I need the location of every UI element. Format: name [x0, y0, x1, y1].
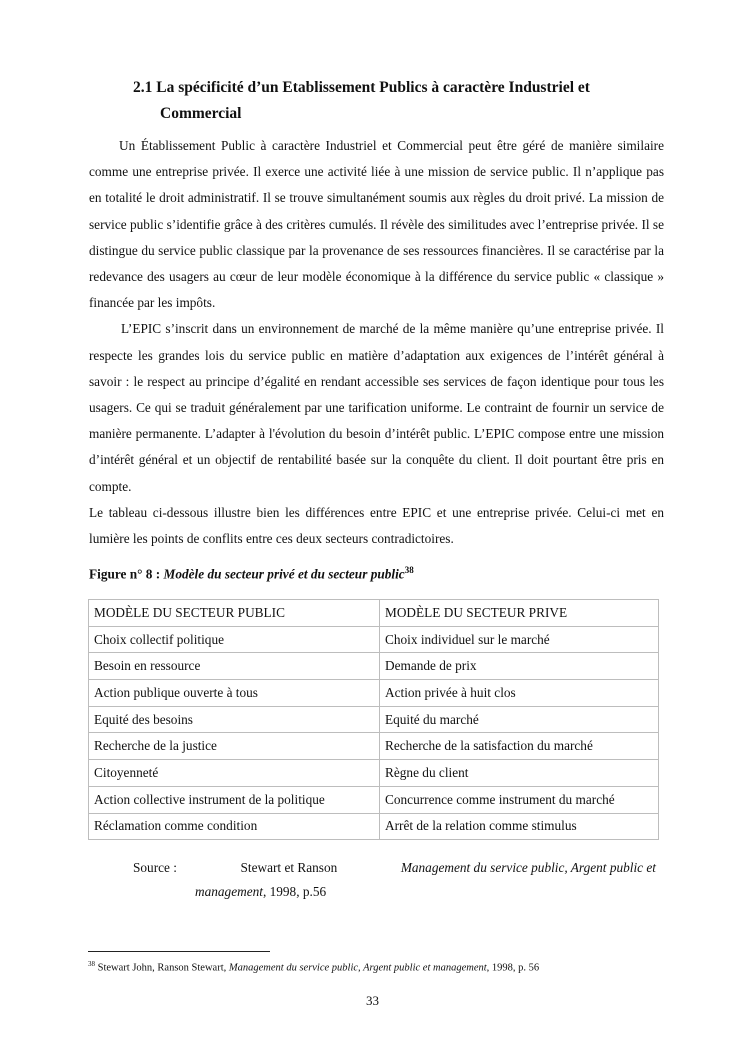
table-row [89, 760, 659, 787]
table-cell: Règne du client [380, 760, 659, 787]
footnote-number: 38 [88, 960, 95, 968]
table-cell: Equité du marché [380, 706, 659, 733]
source-authors: Stewart et Ranson [240, 860, 338, 875]
figure-caption [89, 565, 414, 582]
source-title-line2: management [195, 884, 263, 899]
figure-label: Figure n° 8 : [89, 566, 161, 582]
paragraph-1: Un Établissement Public à caractère Industriel et Commercial peut être géré de manière similaire comme une entreprise privée. Il exerce une activité liée à une mission de service public. Il n’applique pas en totalité le droit administratif. Il se trouve simultanément soumis aux règles du droit privé. La mission de service public s’identifie grâce à des critères cumulés. Il révèle des similitudes avec l’entreprise privée. Il se distingue du service public classique par la provenance de ses ressources financières. Il se caractérise par la redevance des usagers au cœur de leur modèle économique à la différence du service public « classique » financée par les impôts. [89, 138, 664, 311]
header-cell-public: MODÈLE DU SECTEUR PUBLIC [89, 600, 380, 627]
footnote-authors: Stewart John, Ranson Stewart, [97, 962, 227, 974]
table-cell: Equité des besoins [89, 706, 380, 733]
table-row [89, 813, 659, 840]
table-row [89, 706, 659, 733]
table-cell: Concurrence comme instrument du marché [380, 786, 659, 813]
table-cell: Action publique ouverte à tous [89, 680, 380, 707]
comparison-table [88, 599, 659, 840]
paragraph-2: L’EPIC s’inscrit dans un environnement de marché de la même manière qu’une entreprise privée. Il respecte les grandes lois du service public en matière d’adaptation aux exigences de l’intérêt général à savoir : le respect au principe d’égalité en rendant accessible ses services de façon identique pour tous les usagers. Ce qui se traduit généralement par une tarification uniforme. Le contraint de fournir un service de manière permanente. L’adapter à l'évolution du besoin d’intérêt public. L’EPIC compose entre une mission d’intérêt général et un objectif de rentabilité basée sur la conquête du client. Il doit pourtant être pris en compte. [89, 321, 664, 494]
table-row [89, 653, 659, 680]
table-cell: Action privée à huit clos [380, 680, 659, 707]
footnote-title: Management du service public, Argent public et management [228, 962, 487, 974]
table-cell: Arrêt de la relation comme stimulus [380, 813, 659, 840]
section-title-line1: La spécificité d’un Etablissement Publics à caractère Industriel et [156, 79, 590, 96]
page-number: 33 [366, 993, 379, 1008]
table-cell: Choix collectif politique [89, 626, 380, 653]
table-cell: Réclamation comme condition [89, 813, 380, 840]
figure-title: Modèle du secteur privé et du secteur public [163, 566, 405, 582]
source-citation [133, 856, 656, 904]
table-cell: Recherche de la satisfaction du marché [380, 733, 659, 760]
table-row [89, 680, 659, 707]
source-title-line1: Management du service public, Argent public et [400, 860, 656, 875]
table-cell: Citoyenneté [89, 760, 380, 787]
source-tail: , 1998, p.56 [262, 884, 327, 899]
table-cell: Choix individuel sur le marché [380, 626, 659, 653]
section-title-line2: Commercial [160, 105, 242, 122]
section-heading [133, 75, 673, 127]
table-row [89, 733, 659, 760]
footnote [88, 960, 539, 974]
table-header-row [89, 600, 659, 627]
source-label: Source : [133, 860, 177, 875]
table-cell: Besoin en ressource [89, 653, 380, 680]
table-cell: Recherche de la justice [89, 733, 380, 760]
table-row [89, 786, 659, 813]
header-cell-private: MODÈLE DU SECTEUR PRIVE [380, 600, 659, 627]
section-number: 2.1 [133, 79, 153, 96]
paragraph-3: Le tableau ci-dessous illustre bien les différences entre EPIC et une entreprise privée. Celui-ci met en lumière les points de conflits entre ces deux secteurs contradictoires. [89, 504, 664, 547]
table-row [89, 626, 659, 653]
footnote-divider [88, 951, 270, 952]
table-cell: Action collective instrument de la politique [89, 786, 380, 813]
footnote-tail: , 1998, p. 56 [486, 962, 540, 974]
table-cell: Demande de prix [380, 653, 659, 680]
body-text [89, 133, 664, 552]
figure-footnote-ref: 38 [404, 565, 414, 575]
